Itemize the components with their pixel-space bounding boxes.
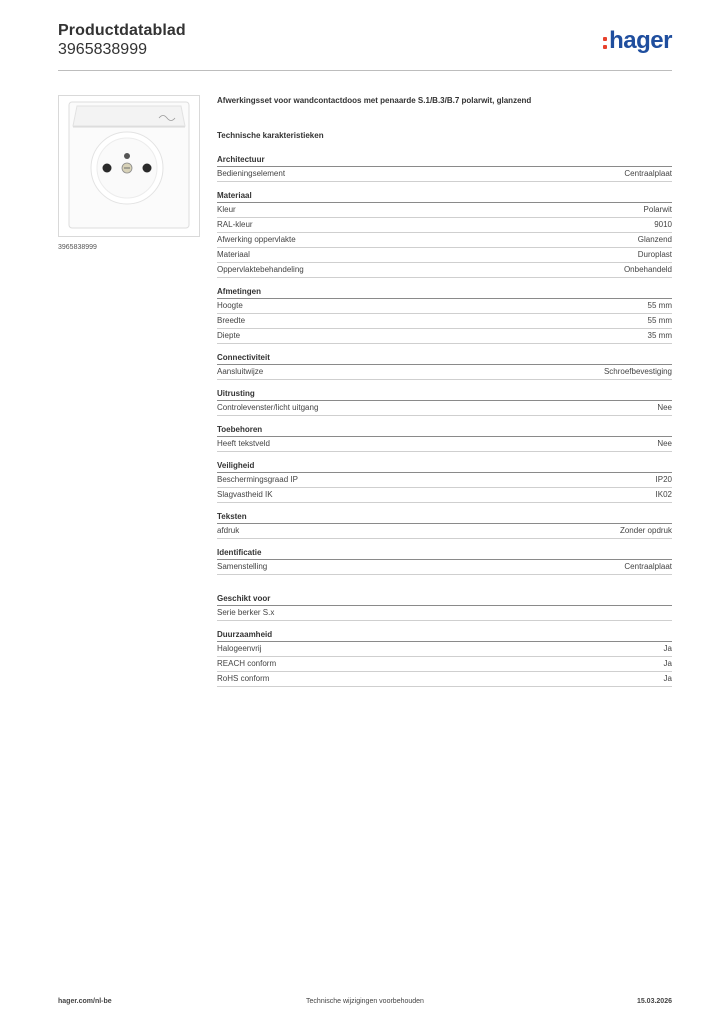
spec-section — [217, 459, 672, 503]
spec-label: Beschermingsgraad IP — [217, 475, 298, 484]
hager-logo — [603, 27, 672, 55]
logo-dots-icon — [603, 35, 607, 51]
spec-label: Bedieningselement — [217, 169, 286, 178]
spec-label: Slagvastheid IK — [217, 490, 273, 499]
spec-value: Duroplast — [637, 250, 672, 259]
section-heading: Toebehoren — [217, 423, 672, 437]
spec-row — [217, 606, 672, 621]
footer-disclaimer: Technische wijzigingen voorbehouden — [306, 998, 424, 1005]
spec-label: Kleur — [217, 205, 236, 214]
footer-date: 15.03.2026 — [636, 998, 672, 1005]
spec-label: Halogeenvrij — [217, 644, 262, 653]
logo-text: hager — [609, 27, 672, 54]
section-heading: Geschikt voor — [217, 592, 672, 606]
spec-value: Onbehandeld — [623, 265, 672, 274]
spec-section — [217, 285, 672, 344]
document-title: Productdatablad — [58, 22, 186, 39]
spec-value: Centraalplaat — [624, 562, 672, 571]
section-heading: Afmetingen — [217, 285, 672, 299]
spec-label: Hoogte — [217, 301, 243, 310]
spec-label: Controlevenster/licht uitgang — [217, 403, 319, 412]
spec-row — [217, 488, 672, 503]
section-heading: Materiaal — [217, 189, 672, 203]
spec-row — [217, 233, 672, 248]
spec-value: Polarwit — [643, 205, 672, 214]
spec-row — [217, 263, 672, 278]
spec-section — [217, 628, 672, 687]
spec-row — [217, 329, 672, 344]
spec-section — [217, 153, 672, 182]
datasheet-content — [217, 96, 672, 694]
spec-section — [217, 510, 672, 539]
spec-section — [217, 592, 672, 621]
spec-row — [217, 401, 672, 416]
spec-section — [217, 189, 672, 278]
spec-value: Nee — [657, 439, 672, 448]
spec-value: Centraalplaat — [624, 169, 672, 178]
spec-row — [217, 657, 672, 672]
spec-row — [217, 203, 672, 218]
section-heading: Duurzaamheid — [217, 628, 672, 642]
spec-value: 9010 — [654, 220, 672, 229]
spec-section — [217, 546, 672, 575]
spec-value: IP20 — [655, 475, 672, 484]
spec-value: Nee — [657, 403, 672, 412]
spec-row — [217, 642, 672, 657]
footer-website: hager.com/nl-be — [58, 998, 112, 1005]
spec-label: Serie berker S.x — [217, 608, 275, 617]
spec-value: Glanzend — [637, 235, 672, 244]
spec-label: Aansluitwijze — [217, 367, 264, 376]
spec-section — [217, 351, 672, 380]
spec-value: 35 mm — [647, 331, 672, 340]
spec-label: REACH conform — [217, 659, 277, 668]
spec-section — [217, 423, 672, 452]
spec-row — [217, 524, 672, 539]
section-heading: Architectuur — [217, 153, 672, 167]
section-heading: Teksten — [217, 510, 672, 524]
spec-row — [217, 437, 672, 452]
spec-label: Afwerking oppervlakte — [217, 235, 296, 244]
spec-section — [217, 387, 672, 416]
spec-value: Zonder opdruk — [619, 526, 672, 535]
socket-cover-illustration — [59, 96, 199, 236]
spec-row — [217, 672, 672, 687]
document-number: 3965838999 — [58, 41, 147, 58]
page-header — [58, 22, 672, 71]
spec-row — [217, 314, 672, 329]
section-heading: Connectiviteit — [217, 351, 672, 365]
spec-label: RAL-kleur — [217, 220, 253, 229]
spec-value: 55 mm — [647, 301, 672, 310]
spec-row — [217, 167, 672, 182]
spec-label: Diepte — [217, 331, 241, 340]
spec-label: RoHS conform — [217, 674, 270, 683]
section-heading: Uitrusting — [217, 387, 672, 401]
section-heading: Identificatie — [217, 546, 672, 560]
technical-characteristics-title: Technische karakteristieken — [217, 131, 324, 140]
spec-value: Ja — [663, 659, 672, 668]
section-heading: Veiligheid — [217, 459, 672, 473]
spec-label: Materiaal — [217, 250, 250, 259]
characteristics-sections — [217, 153, 672, 687]
spec-label: Oppervlaktebehandeling — [217, 265, 304, 274]
spec-row — [217, 248, 672, 263]
spec-value: IK02 — [655, 490, 672, 499]
product-title: Afwerkingsset voor wandcontactdoos met penaarde S.1/B.3/B.7 polarwit, glanzend — [217, 96, 532, 105]
product-image — [58, 95, 200, 237]
spec-row — [217, 473, 672, 488]
spec-label: afdruk — [217, 526, 240, 535]
spec-row — [217, 365, 672, 380]
spec-label: Breedte — [217, 316, 246, 325]
spec-value: Ja — [663, 644, 672, 653]
spec-value: 55 mm — [647, 316, 672, 325]
spec-label: Samenstelling — [217, 562, 268, 571]
spec-value: Schroefbevestiging — [603, 367, 672, 376]
spec-value: Ja — [663, 674, 672, 683]
spec-row — [217, 560, 672, 575]
spec-row — [217, 299, 672, 314]
spec-row — [217, 218, 672, 233]
spec-label: Heeft tekstveld — [217, 439, 270, 448]
image-caption: 3965838999 — [58, 244, 97, 251]
